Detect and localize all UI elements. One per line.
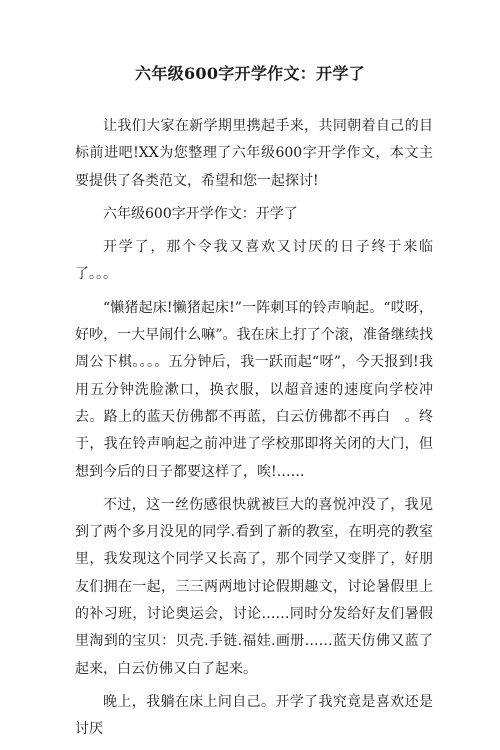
document-title: 六年级600字开学作文：开学了 bbox=[135, 64, 365, 83]
paragraph-opening: 开学了，那个令我又喜欢又讨厌的日子终于来临了。。。 bbox=[75, 239, 433, 283]
paragraph-evening: 晚上，我躺在床上问自己。开学了我究竟是喜欢还是讨厌 bbox=[75, 693, 433, 738]
document-body bbox=[75, 113, 433, 750]
paragraph-classmates: 不过，这一丝伤感很快就被巨大的喜悦冲没了，我见到了两个多月没见的同学.看到了新的教室，在明亮的教室里，我发现这个同学又长高了，那个同学又变胖了，好朋友们拥在一起，三三两两地讨论假期趣文，讨论暑假里上的补习班，讨论奥运会，讨论……同时分发给好友们暑假里淘到的宝贝：贝壳.手链.福娃.画册……蓝天仿佛又蓝了起来，白云仿佛又白了起来。 bbox=[75, 496, 433, 677]
paragraph-subtitle: 六年级600字开学作文：开学了 bbox=[103, 205, 298, 222]
paragraph-morning: “懒猪起床!懒猪起床!”一阵刺耳的铃声响起。“哎呀，好吵，一大早闹什么嘛”。我在床上打了个滚，准备继续找周公下棋。。。。五分钟后，我一跃而起“呀”，今天报到!我用五分钟洗脸漱口，换衣服，以超音速的速度向学校冲去。路上的蓝天仿佛都不再蓝，白云仿佛都不再白 。终于，我在铃声响起之前冲进了学校那即将关闭的大门，但想到今后的日子都要这样了，唉!…… bbox=[75, 299, 433, 480]
paragraph-intro: 让我们大家在新学期里携起手来，共同朝着自己的目标前进吧!XX为您整理了六年级600字开学作文，本文主要提供了各类范文，希望和您一起探讨! bbox=[75, 118, 433, 189]
